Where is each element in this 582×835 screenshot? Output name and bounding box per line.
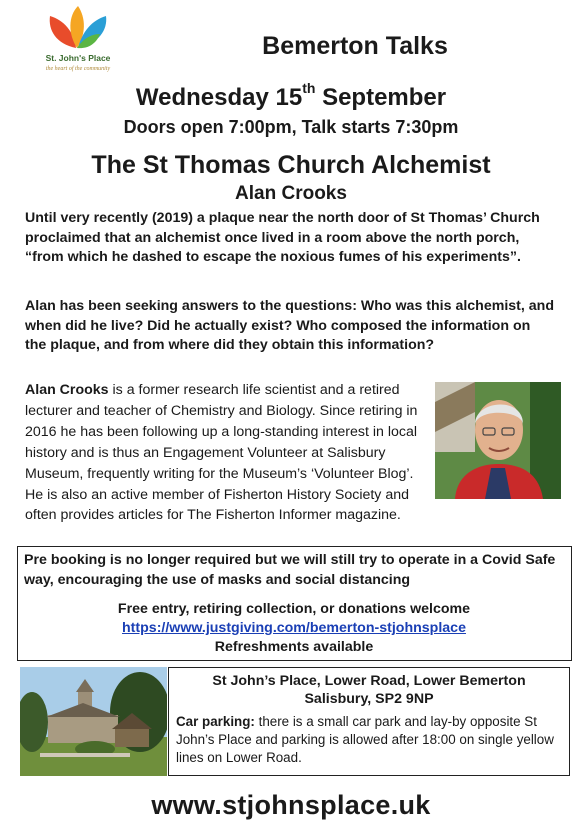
booking-note: Pre booking is no longer required but we will still try to operate in a Covid Safe way, encouraging the use of masks and social distancing [24, 552, 556, 588]
website-url: www.stjohnsplace.uk [151, 790, 431, 820]
speaker-bio [25, 380, 555, 526]
event-ordinal: th [302, 80, 316, 96]
booking-info-box [17, 546, 572, 661]
event-date [0, 80, 582, 112]
st-johns-place-logo [28, 4, 128, 80]
logo-name: St. John's Place [45, 53, 111, 63]
event-month: September [322, 84, 447, 111]
parking-label: Car parking: [176, 714, 255, 729]
entry-info: Free entry, retiring collection, or donations welcome [117, 601, 471, 617]
intro-paragraph-1: Until very recently (2019) a plaque near the north door of St Thomas’ Church proclaimed that an alchemist once lived in a room above the north porch, “from which he dashed to escape the noxious fumes of his experiments”. [25, 210, 540, 266]
leaf-logo-icon [46, 4, 110, 52]
address-line-1: St John’s Place, Lower Road, Lower Bemerton [212, 673, 526, 689]
bio-text: is a former research life scientist and a retired lecturer and teacher of Chemistry and Biology. Since retiring in 2016 he has been following up a long-standing interest in local history and is thus an Engagement Volunteer at Salisbury Museum, frequently writing for the Museum’s ‘Volunteer Blog’. He is also an active member of Fisherton History Society and often provides articles for The Fisherton Informer magazine. [25, 382, 418, 524]
speaker-name: Alan Crooks [235, 183, 347, 204]
church-photo [20, 667, 167, 776]
talk-title: The St Thomas Church Alchemist [91, 151, 491, 179]
address-line-2: Salisbury, SP2 9NP [304, 691, 434, 707]
page-title: Bemerton Talks [262, 32, 448, 60]
venue-info-box [168, 667, 570, 776]
parking-text: there is a small car park and lay-by opposite St John’s Place and parking is allowed after 18:00 on single yellow lines on Lower Road. [176, 714, 554, 765]
intro-paragraph-2: Alan has been seeking answers to the questions: Who was this alchemist, and when did he live? Did he actually exist? Who composed the information on the plaque, and from where did they obtain this information? [25, 298, 555, 354]
venue-address [169, 672, 569, 708]
logo-tagline: the heart of the community [45, 66, 111, 72]
justgiving-link[interactable]: https://www.justgiving.com/bemerton-stjohnsplace [122, 620, 466, 636]
parking-info [176, 713, 566, 767]
event-day: Wednesday 15 [135, 84, 303, 111]
event-times: Doors open 7:00pm, Talk starts 7:30pm [123, 117, 459, 137]
speaker-photo [435, 382, 561, 499]
bio-name: Alan Crooks [25, 382, 109, 398]
refreshments-info: Refreshments available [214, 639, 374, 655]
